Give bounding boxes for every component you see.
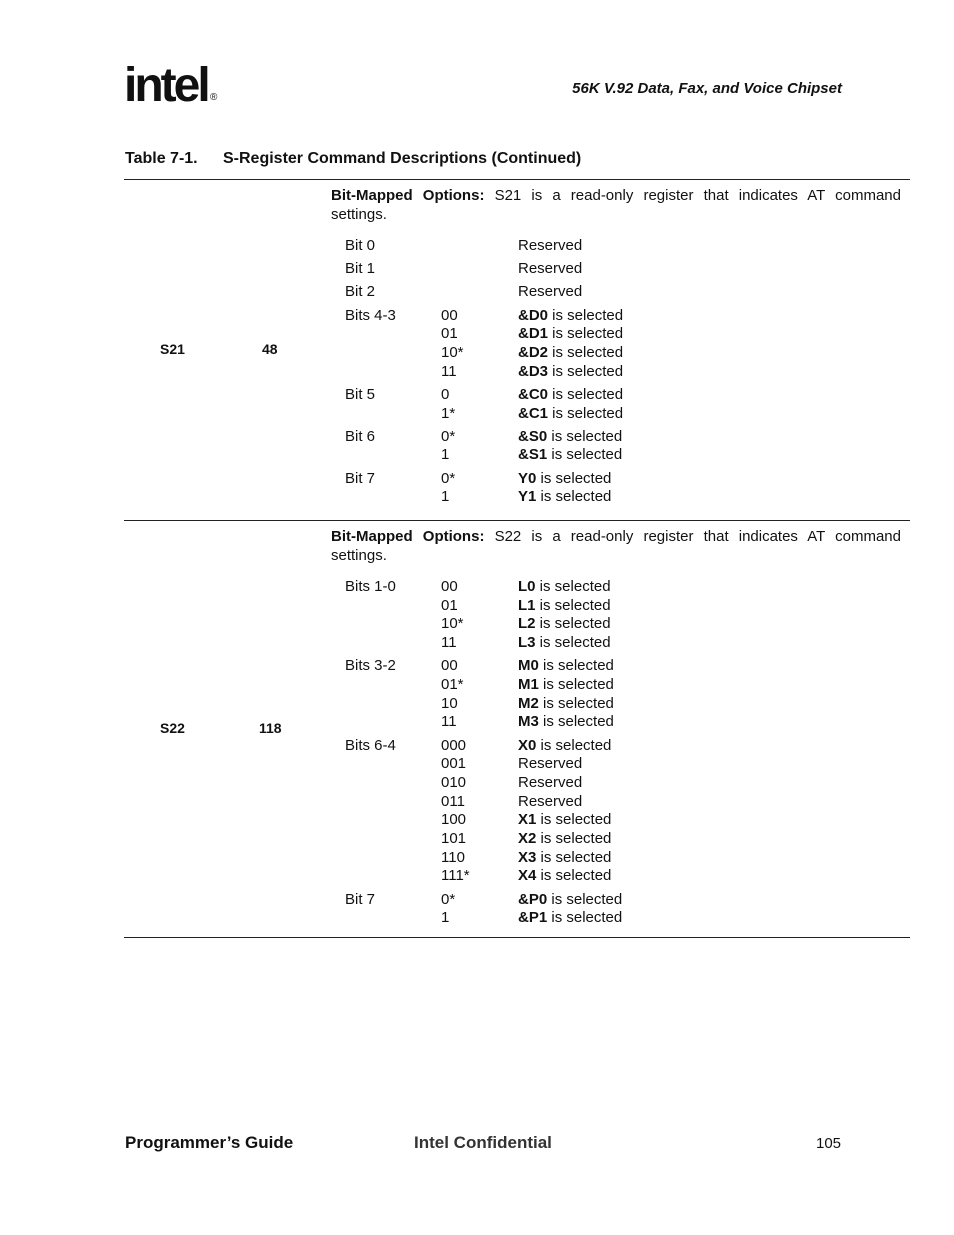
bit-label — [345, 615, 441, 634]
register-name: S21 — [160, 341, 185, 357]
bit-value: 000 — [441, 736, 467, 754]
command-name: Y1 — [518, 488, 537, 506]
command-name: M2 — [518, 694, 539, 712]
description-text: S21 is a read-only register that indicates AT command settings. — [331, 187, 901, 223]
bit-description — [518, 774, 905, 793]
command-effect: is selected — [536, 736, 612, 754]
bit-value: 0* — [441, 469, 456, 487]
bit-value: 01 — [441, 325, 458, 343]
logo-wordmark: intel — [124, 59, 208, 112]
bit-option-line — [345, 891, 905, 910]
bit-value: 0* — [441, 890, 456, 908]
command-name: Y0 — [518, 469, 537, 487]
bit-option-line — [345, 830, 905, 849]
command-name: &D0 — [518, 306, 549, 324]
bit-description — [518, 909, 905, 928]
bit-label: Bits 3-2 — [345, 657, 396, 675]
bit-option-line — [345, 615, 905, 634]
bit-option-line — [345, 657, 905, 676]
bit-label — [345, 446, 441, 465]
bit-option-line — [345, 867, 905, 886]
bit-description — [518, 283, 905, 302]
command-name: &P1 — [518, 909, 548, 927]
command-name: &C1 — [518, 404, 549, 422]
bit-option-line — [345, 405, 905, 424]
command-name: &S0 — [518, 427, 548, 445]
bit-value: 101 — [441, 829, 467, 847]
bit-option-line — [345, 260, 905, 279]
bit-label — [345, 363, 441, 382]
table-caption-number: Table 7-1. — [125, 150, 198, 167]
command-name: &S1 — [518, 446, 548, 464]
bit-group — [345, 891, 905, 928]
command-name: &C0 — [518, 385, 549, 403]
bit-label — [345, 793, 441, 812]
command-name: X0 — [518, 736, 537, 754]
command-effect: is selected — [547, 909, 623, 927]
bit-description — [518, 849, 905, 868]
command-effect: Reserved — [518, 755, 583, 773]
bit-label: Bit 2 — [345, 283, 376, 301]
bit-options-list — [345, 578, 905, 932]
bit-value: 00 — [441, 578, 458, 595]
command-effect: Reserved — [518, 792, 583, 810]
command-effect: Reserved — [518, 283, 583, 301]
command-effect: is selected — [538, 657, 614, 675]
bit-label — [345, 405, 441, 424]
bit-value — [441, 260, 518, 279]
command-effect: is selected — [536, 488, 612, 506]
bit-value: 010 — [441, 773, 467, 791]
bit-group — [345, 737, 905, 887]
bit-description — [518, 405, 905, 424]
bit-option-line — [345, 793, 905, 812]
bit-description — [518, 363, 905, 382]
command-effect: is selected — [536, 811, 612, 829]
command-effect: Reserved — [518, 773, 583, 791]
table-bottom-rule — [124, 937, 910, 938]
bit-description — [518, 867, 905, 886]
bit-description — [518, 578, 905, 597]
bit-description — [518, 695, 905, 714]
bit-value: 0 — [441, 385, 450, 403]
bit-description — [518, 793, 905, 812]
bit-description — [518, 428, 905, 447]
command-effect: is selected — [538, 675, 614, 693]
bit-value: 10* — [441, 615, 464, 633]
register-description — [331, 186, 901, 224]
bit-description — [518, 713, 905, 732]
command-effect: is selected — [535, 596, 611, 614]
bit-value: 001 — [441, 755, 467, 773]
command-effect: Reserved — [518, 260, 583, 278]
command-name: L1 — [518, 596, 536, 614]
bit-value: 10* — [441, 343, 464, 361]
command-effect: is selected — [548, 306, 624, 324]
bit-option-line — [345, 597, 905, 616]
command-name: X4 — [518, 867, 537, 885]
bit-option-line — [345, 344, 905, 363]
bit-value: 110 — [441, 848, 465, 866]
bit-description — [518, 446, 905, 465]
bit-option-line — [345, 737, 905, 756]
bit-value — [441, 283, 518, 302]
footer-confidential: Intel Confidential — [414, 1133, 552, 1152]
bit-group — [345, 237, 905, 256]
bit-group — [345, 260, 905, 279]
command-effect: is selected — [535, 578, 611, 595]
intel-logo — [124, 59, 224, 118]
footer-doc-title: Programmer’s Guide — [125, 1133, 294, 1152]
bit-group — [345, 386, 905, 423]
bit-option-line — [345, 428, 905, 447]
bit-group — [345, 307, 905, 382]
command-effect: is selected — [548, 343, 624, 361]
bit-label: Bit 7 — [345, 890, 376, 908]
bit-value: 00 — [441, 657, 458, 675]
bit-option-line — [345, 774, 905, 793]
bit-description — [518, 597, 905, 616]
bit-description — [518, 615, 905, 634]
bit-value: 11 — [441, 713, 457, 731]
bit-label — [345, 755, 441, 774]
command-name: &D3 — [518, 362, 549, 380]
bit-label: Bits 1-0 — [345, 578, 396, 595]
command-effect: is selected — [535, 615, 611, 633]
bit-option-line — [345, 488, 905, 507]
register-default: 118 — [259, 720, 282, 736]
bit-label: Bit 1 — [345, 260, 376, 278]
description-label: Bit-Mapped Options: — [331, 187, 485, 204]
registered-mark: ® — [210, 92, 218, 103]
bit-label — [345, 811, 441, 830]
bit-value: 01* — [441, 675, 464, 693]
bit-description — [518, 386, 905, 405]
bit-label: Bit 5 — [345, 385, 376, 403]
bit-group — [345, 283, 905, 302]
bit-option-line — [345, 695, 905, 714]
bit-label — [345, 867, 441, 886]
bit-option-line — [345, 634, 905, 653]
command-effect: is selected — [536, 469, 612, 487]
bit-value: 11 — [441, 634, 457, 652]
bit-description — [518, 891, 905, 910]
command-effect: is selected — [536, 848, 612, 866]
bit-description — [518, 737, 905, 756]
command-name: X1 — [518, 811, 537, 829]
bit-description — [518, 260, 905, 279]
running-head: 56K V.92 Data, Fax, and Voice Chipset — [572, 80, 842, 97]
table-row-s21 — [124, 180, 910, 520]
bit-options-list — [345, 237, 905, 511]
description-label: Bit-Mapped Options: — [331, 528, 485, 545]
bit-option-line — [345, 363, 905, 382]
bit-option-line — [345, 325, 905, 344]
command-name: &D1 — [518, 325, 549, 343]
command-name: M3 — [518, 713, 539, 731]
command-effect: is selected — [536, 867, 612, 885]
table-caption — [125, 150, 581, 168]
bit-label — [345, 713, 441, 732]
bit-value: 10 — [441, 694, 458, 712]
command-name: L0 — [518, 578, 536, 595]
bit-label — [345, 774, 441, 793]
command-effect: is selected — [547, 890, 623, 908]
command-effect: is selected — [548, 385, 624, 403]
bit-label — [345, 325, 441, 344]
bit-label — [345, 634, 441, 653]
command-effect: Reserved — [518, 237, 583, 254]
bit-value: 111* — [441, 867, 470, 885]
bit-option-line — [345, 811, 905, 830]
bit-value: 0* — [441, 427, 456, 445]
bit-value: 100 — [441, 811, 467, 829]
command-effect: is selected — [548, 362, 624, 380]
register-name: S22 — [160, 720, 185, 736]
bit-description — [518, 676, 905, 695]
bit-option-line — [345, 446, 905, 465]
command-effect: is selected — [548, 404, 624, 422]
command-effect: is selected — [538, 713, 614, 731]
bit-description — [518, 830, 905, 849]
command-name: M0 — [518, 657, 539, 675]
bit-group — [345, 657, 905, 732]
bit-option-line — [345, 283, 905, 302]
command-name: M1 — [518, 675, 539, 693]
register-default: 48 — [262, 341, 278, 357]
command-name: &P0 — [518, 890, 548, 908]
bit-option-line — [345, 676, 905, 695]
bit-description — [518, 488, 905, 507]
bit-option-line — [345, 849, 905, 868]
bit-group — [345, 470, 905, 507]
bit-label: Bits 4-3 — [345, 306, 396, 324]
bit-description — [518, 344, 905, 363]
bit-label — [345, 695, 441, 714]
bit-label — [345, 488, 441, 507]
bit-description — [518, 634, 905, 653]
bit-value: 1 — [441, 909, 450, 927]
bit-option-line — [345, 578, 905, 597]
bit-description — [518, 657, 905, 676]
command-effect: is selected — [547, 427, 623, 445]
command-name: X3 — [518, 848, 537, 866]
bit-value — [441, 237, 518, 256]
bit-label — [345, 597, 441, 616]
command-effect: is selected — [547, 446, 623, 464]
bit-value: 1 — [441, 488, 450, 506]
bit-option-line — [345, 386, 905, 405]
bit-label — [345, 830, 441, 849]
bit-label — [345, 909, 441, 928]
command-name: L2 — [518, 615, 536, 633]
bit-label — [345, 676, 441, 695]
bit-description — [518, 307, 905, 326]
table-row-s22 — [124, 521, 910, 936]
table-caption-title: S-Register Command Descriptions (Continued) — [223, 150, 582, 167]
command-effect: is selected — [538, 694, 614, 712]
bit-description — [518, 470, 905, 489]
bit-option-line — [345, 755, 905, 774]
command-effect: is selected — [535, 634, 611, 652]
bit-value: 11 — [441, 362, 457, 380]
command-name: X2 — [518, 829, 537, 847]
bit-group — [345, 428, 905, 465]
command-name: &D2 — [518, 343, 549, 361]
bit-value: 1 — [441, 446, 450, 464]
bit-label: Bit 7 — [345, 469, 376, 487]
bit-option-line — [345, 909, 905, 928]
bit-description — [518, 325, 905, 344]
bit-value: 01 — [441, 596, 458, 614]
bit-option-line — [345, 470, 905, 489]
bit-value: 1* — [441, 404, 456, 422]
bit-option-line — [345, 237, 905, 256]
bit-description — [518, 755, 905, 774]
bit-option-line — [345, 307, 905, 326]
bit-label — [345, 849, 441, 868]
bit-value: 011 — [441, 792, 465, 810]
bit-label — [345, 344, 441, 363]
bit-description — [518, 811, 905, 830]
description-text: S22 is a read-only register that indicates AT command settings. — [331, 528, 901, 564]
bit-option-line — [345, 713, 905, 732]
bit-label: Bit 6 — [345, 427, 376, 445]
bit-value: 00 — [441, 306, 458, 324]
command-name: L3 — [518, 634, 536, 652]
register-description — [331, 527, 901, 565]
command-effect: is selected — [548, 325, 624, 343]
page-number: 105 — [816, 1135, 842, 1152]
command-effect: is selected — [536, 829, 612, 847]
bit-label: Bit 0 — [345, 237, 376, 254]
bit-description — [518, 237, 905, 256]
bit-group — [345, 578, 905, 653]
bit-label: Bits 6-4 — [345, 736, 396, 754]
